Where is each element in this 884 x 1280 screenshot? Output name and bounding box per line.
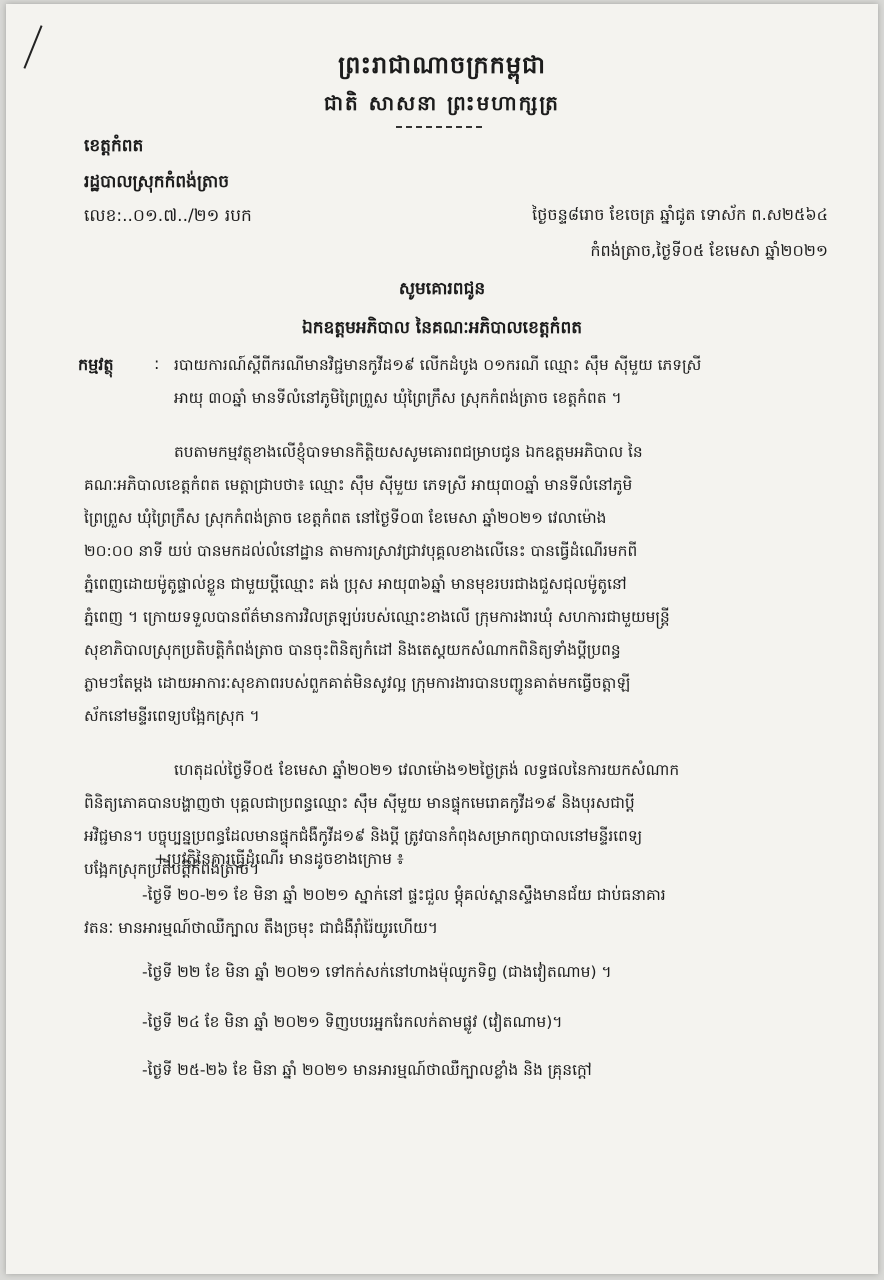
subject-label: កម្មវត្ថុ <box>78 355 114 374</box>
history-item: -ថ្ងៃទី ២៤ ខែ មិនា ឆ្នាំ ២០២១ ទិញបបរអ្នករែកលក់តាមផ្លូវ (វៀតណាម)។ <box>142 1013 563 1031</box>
document-page <box>6 4 878 1274</box>
paragraph-line: សុខាភិបាលស្រុកប្រតិបត្តិកំពង់ត្រាច បានចុះពិនិត្យកំដៅ និងតេស្តយកសំណាកពិនិត្យទាំងប្តីប្រពន្ធ <box>84 641 621 659</box>
history-item-continuation: វតនៈ មានអារម្មណ៍ថាឈឺក្បាល តឹងច្រមុះ ជាជំងឺរ៉ាំរ៉ៃយូរហើយ។ <box>84 919 438 937</box>
paragraph-line: ពិនិត្យភោគបានបង្ហាញថា បុគ្គលជាប្រពន្ធឈ្មោះ ស៊ឹម ស៊ីមួយ មានផ្ទុកមេរោគកូវីដ១៩ និងបុរសជាប្តី <box>84 794 635 812</box>
sender-province: ខេត្តកំពត <box>84 136 144 156</box>
travel-history-heading: +ប្រវត្តិនៃការធ្វើដំណើរ មានដូចខាងក្រោម ៖ <box>154 850 404 868</box>
paragraph-line: ព្រៃព្រួស ឃុំព្រៃក្រឹស ស្រុកកំពង់ត្រាច ខេត្តកំពត នៅថ្ងៃទី០៣ ខែមេសា ឆ្នាំ២០២១ វេលាម៉ោង <box>84 509 607 527</box>
paragraph-line: ស័កនៅមន្ទីរពេទ្យបង្អែកស្រុក ។ <box>84 707 260 725</box>
paragraph-line: បង្អែកស្រុកប្រតិបត្តិកំពង់ត្រាច។ <box>84 860 260 878</box>
motto-divider <box>396 126 482 128</box>
kingdom-heading: ព្រះរាជាណាចក្រកម្ពុជា <box>338 51 546 79</box>
solar-date: កំពង់ត្រាច,ថ្ងៃទី០៥ ខែមេសា ឆ្នាំ២០២១ <box>590 241 828 260</box>
subject-colon: : <box>154 354 160 373</box>
paragraph-line: អវិជ្ជមាន។ បច្ចុប្បន្នប្រពន្ធដែលមានផ្ទុកជំងឺកូវីដ១៩ និងប្តី ត្រូវបានកំពុងសម្រាកព្យាបាលនៅមន្ទីរពេទ្យ <box>84 827 643 845</box>
subject-line: របាយការណ៍ស្តីពីករណីមានវិជ្ជមានកូវីដ១៩ លើកដំបូង ០១ករណី ឈ្មោះ ស៊ឹម ស៊ីមួយ ភេទស្រី <box>174 356 702 374</box>
recipient: ឯកឧត្តមអភិបាល នៃគណៈអភិបាលខេត្តកំពត <box>301 318 583 338</box>
paragraph-line: ភ្នំពេញដោយម៉ូតូផ្ទាល់ខ្លួន ជាមួយប្តីឈ្មោះ គង់ ប្រុស អាយុ៣៦ឆ្នាំ មានមុខរបរជាងជួសជុលម៉ូតូនៅ <box>84 575 627 593</box>
paragraph2-first-line: ហេតុដល់ថ្ងៃទី០៥ ខែមេសា ឆ្នាំ២០២១ វេលាម៉ោង១២ថ្ងៃត្រង់ លទ្ធផលនៃការយកសំណាក <box>174 761 680 779</box>
reference-number: លេខ:..០១.៧../២១ របក <box>84 206 252 226</box>
paragraph-line: ភ្នំពេញ ។ ក្រោយទទួលបានព័ត៌មានការវិលត្រឡប់របស់ឈ្មោះខាងលើ ក្រុមការងារឃុំ សហការជាមួយមន្ត្រី <box>84 608 670 626</box>
salutation: សូមគោរពជូន <box>398 279 486 299</box>
history-item: -ថ្ងៃទី ២៥-២៦ ខែ មិនា ឆ្នាំ ២០២១ មានអារម្មណ៍ថាឈឺក្បាលខ្លាំង និង គ្រុនក្តៅ <box>142 1061 592 1079</box>
history-item: -ថ្ងៃទី ២២ ខែ មិនា ឆ្នាំ ២០២១ ទៅកក់សក់នៅហាងម៉ុឈូកទិព្វ (ជាងវៀតណាម) ។ <box>142 963 612 981</box>
paragraph-line: ២០:០០ នាទី យប់ បានមកដល់លំនៅដ្ឋាន តាមការស្រាវជ្រាវបុគ្គលខាងលើនេះ បានធ្វើដំណើរមកពី <box>84 542 638 560</box>
national-motto: ជាតិ សាសនា ព្រះមហាក្សត្រ <box>324 91 560 115</box>
paragraph-line: ភ្លាមៗតែម្តង ដោយអាការៈសុខភាពរបស់ពួកគាត់មិនសូវល្អ ក្រុមការងារបានបញ្ជូនគាត់មកធ្វើចត្តាឡី <box>84 674 631 692</box>
subject-text <box>174 349 701 415</box>
paragraph1 <box>84 469 670 733</box>
paragraph-line: គណៈអភិបាលខេត្តកំពត មេត្តាជ្រាបថា៖ ឈ្មោះ ស៊ឹម ស៊ីមួយ ភេទស្រី អាយុ៣០ឆ្នាំ មានទីលំនៅភូមិ <box>84 476 633 494</box>
lunar-date: ថ្ងៃចន្ទ៨រោច ខែចេត្រ ឆ្នាំជូត ទោស័ក ព.ស២៥៦៤ <box>532 205 828 224</box>
sender-district: រដ្ឋបាលស្រុកកំពង់ត្រាច <box>84 172 230 192</box>
history-item: -ថ្ងៃទី ២០-២១ ខែ មិនា ឆ្នាំ ២០២១ ស្នាក់នៅ ផ្ទះជួល ម្តុំគល់ស្ពានស្ទឹងមានជ័យ ជាប់ធនាគារ <box>142 886 666 904</box>
paragraph1-first-line: តបតាមកម្មវត្ថុខាងលើខ្ញុំបាទមានកិត្តិយសសូមគោរពជម្រាបជូន ឯកឧត្តមអភិបាល នៃ <box>174 443 643 461</box>
subject-line: អាយុ ៣០ឆ្នាំ មានទីលំនៅភូមិព្រៃព្រួស ឃុំព្រៃក្រឹស ស្រុកកំពង់ត្រាច ខេត្តកំពត ។ <box>174 389 622 407</box>
